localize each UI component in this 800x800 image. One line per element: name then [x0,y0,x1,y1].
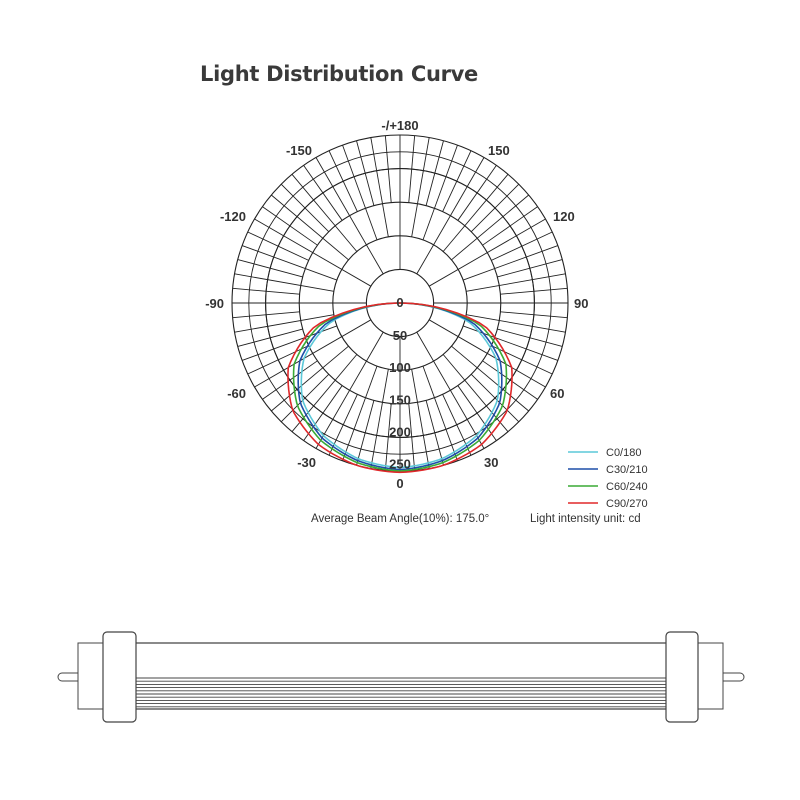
angle-label--60: -60 [227,386,246,401]
grid-spoke [238,260,303,277]
chart-labels [205,118,588,491]
intensity-unit-text: Light intensity unit: cd [530,513,641,525]
grid-spoke [491,232,552,260]
chart-title: Light Distribution Curve [200,62,478,86]
grid-spoke [357,400,374,465]
ring-label-150: 150 [389,392,411,408]
angle-label-60: 60 [550,386,565,401]
tube-body [136,643,666,709]
angle-label-150: 150 [488,143,510,158]
legend-label-1: C0/180 [606,447,642,459]
grid-spoke [242,246,337,280]
grid-spoke [417,158,484,274]
legend-label-2: C30/210 [606,464,648,476]
grid-spoke [423,145,457,240]
right-end-cap [666,632,698,722]
grid-spoke [238,329,303,346]
ring-label-100: 100 [389,360,411,376]
angle-label--30: -30 [297,455,316,470]
grid-spoke [429,320,545,387]
grid-spoke [426,141,443,206]
angle-label-30: 30 [484,455,499,470]
grid-spoke [463,246,558,280]
grid-spoke [343,145,377,240]
angle-label-90: 90 [574,296,589,311]
beam-angle-text: Average Beam Angle(10%): 175.0° [311,513,490,525]
legend-label-3: C60/240 [606,481,648,493]
angle-label-180: -/+180 [381,118,419,133]
grid-spoke [316,158,383,274]
grid-spoke [255,320,371,387]
grid-spoke [497,260,562,277]
angle-label--90: -90 [205,296,224,311]
grid-spoke [255,219,371,286]
legend-label-4: C90/270 [606,498,648,510]
ring-label-0: 0 [396,295,404,310]
angle-label--150: -150 [285,143,312,158]
tube-illustration [58,632,744,722]
grid-spoke [497,329,562,346]
grid-spoke [429,219,545,286]
chart-legend [568,447,648,510]
left-end-cap [103,632,136,722]
ring-label-50: 50 [392,328,408,344]
grid-spoke [316,332,383,448]
grid-spoke [357,141,374,206]
grid-spoke [248,232,309,260]
angle-label--120: -120 [219,209,246,224]
angle-label-0: 0 [396,476,404,491]
grid-spoke [329,151,357,212]
ring-label-250: 250 [389,456,411,472]
grid-spoke [423,366,457,461]
grid-spoke [343,366,377,461]
grid-spoke [417,332,484,448]
angle-label-120: 120 [553,209,575,224]
grid-spoke [426,400,443,465]
ring-label-200: 200 [389,424,411,440]
grid-spoke [443,151,471,212]
right-collar [695,643,723,709]
